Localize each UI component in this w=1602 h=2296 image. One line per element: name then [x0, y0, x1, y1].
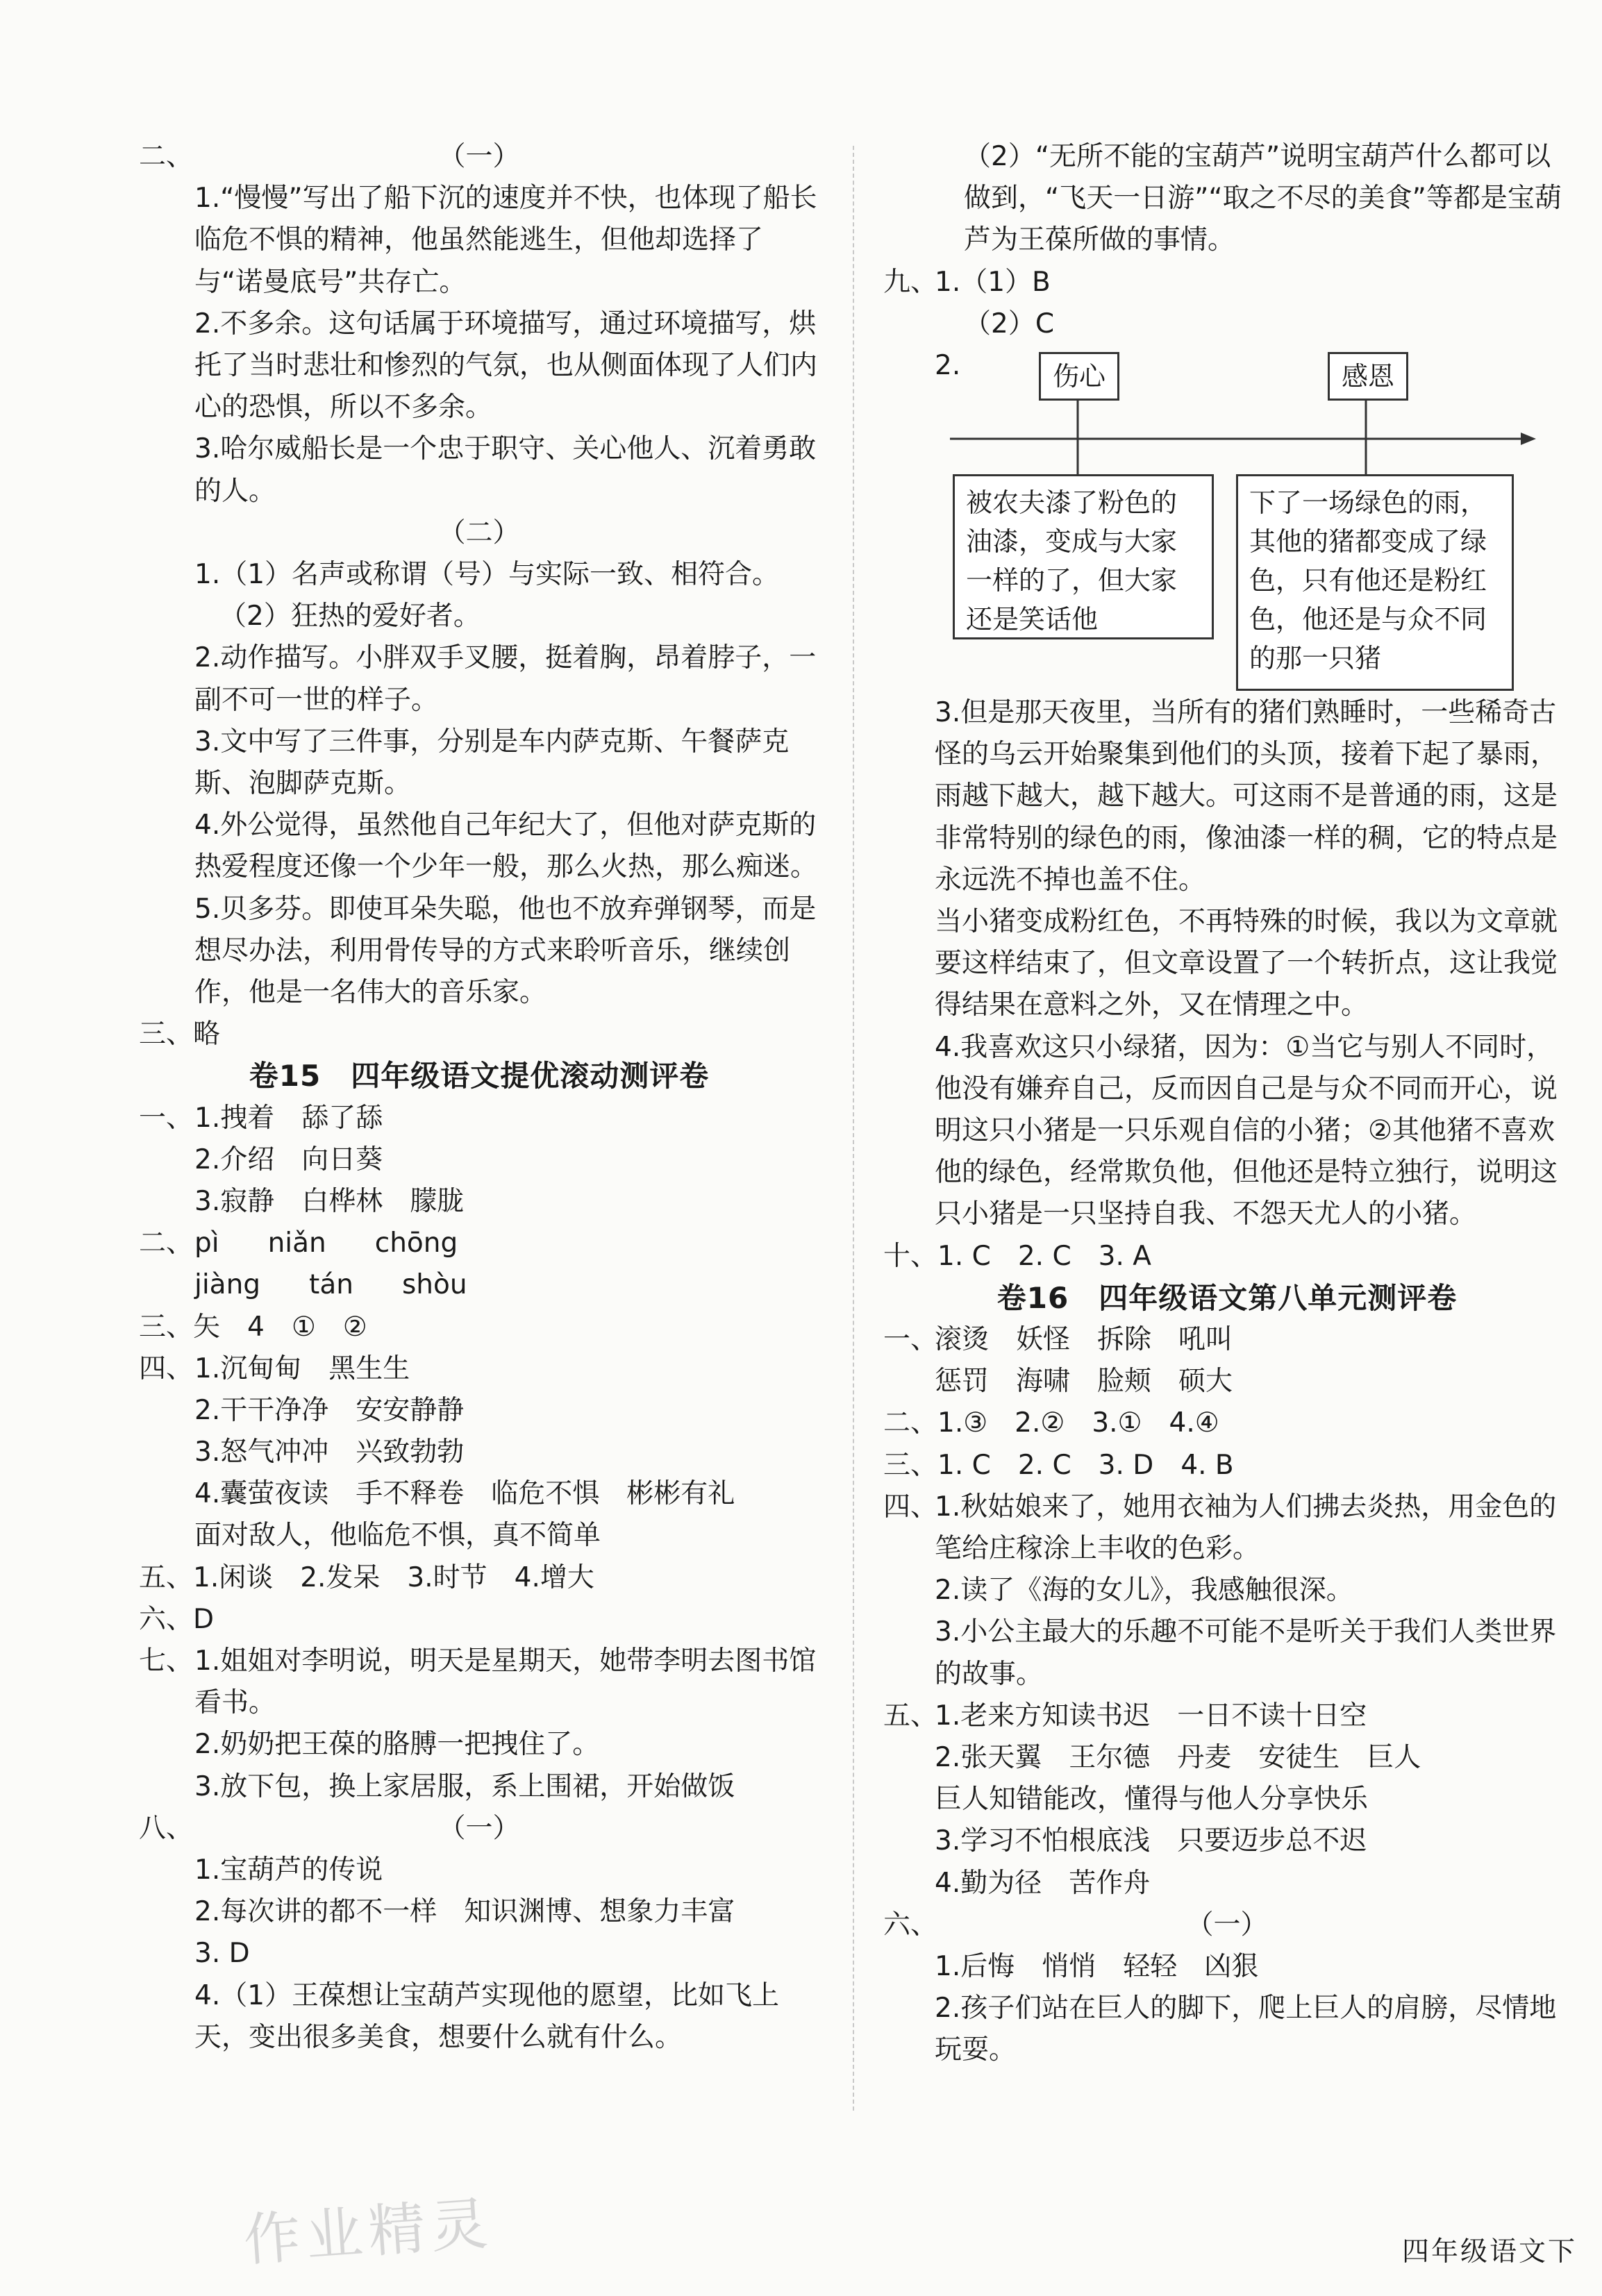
q9-label: 九、 [883, 266, 938, 298]
answer-item: 3.寂静 白桦林 朦胧 [194, 1185, 465, 1217]
answer-item: 巨人知错能改，懂得与他人分享快乐 [935, 1784, 1369, 1816]
answer-item: （2）“无所不能的宝葫芦”说明宝葫芦什么都可以做到，“飞天一日游”“取之不尽的美食”等都是宝葫芦为王葆所做的事情。 [964, 141, 1562, 256]
answer-item: 1.（1）B [935, 266, 1051, 298]
answer-item: 3.哈尔威船长是一个忠于职守、关心他人、沉着勇敢的人。 [194, 433, 817, 507]
answer-item: 2.不多余。这句话属于环境描写，通过环境描写，烘托了当时悲壮和惨烈的气氛，也从侧面体现了人们内心的恐惧，所以不多余。 [194, 308, 818, 424]
q10-line: 十、1. C 2. C 3. A [883, 1240, 1151, 1272]
j16q2-line: 二、1.③ 2.② 3.① 4.④ [883, 1407, 1219, 1439]
q8-part-title: （一） [438, 1812, 520, 1844]
j16q1-line-a [883, 1319, 1571, 1361]
answer-item: 1.“慢慢”写出了船下沉的速度并不快，也体现了船长临危不惧的精神，他虽然能逃生，但他却选择了与“诺曼底号”共存亡。 [194, 183, 817, 298]
answer-item: 2.动作描写。小胖双手叉腰，挺着胸，昂着脖子，一副不可一世的样子。 [194, 642, 817, 716]
answer-item: 1.秋姑娘来了，她用衣袖为人们拂去炎热，用金色的笔给庄稼涂上丰收的色彩。 [935, 1491, 1557, 1564]
s2-header [139, 136, 819, 178]
q4-line-a [139, 1348, 819, 1390]
answer-item: （2）C [964, 308, 1055, 340]
answer-item: 4.囊萤夜读 手不释卷 临危不惧 彬彬有礼 [194, 1478, 735, 1510]
answer-item: 2.干干净净 安安静静 [194, 1394, 465, 1426]
answer-item: 4.外公觉得，虽然他自己年纪大了，但他对萨克斯的热爱程度还像一个少年一般，那么火热，那么痴迷。 [194, 810, 818, 883]
pinyin: tán [309, 1269, 353, 1301]
page-footer: 四年级语文下 [1401, 2236, 1577, 2268]
diagram-box-grateful-event: 下了一场绿色的雨，其他的猪都变成了绿色，只有他还是粉红色，他还是与众不同的那一只猪 [1236, 474, 1514, 691]
story-plot-diagram [883, 345, 1571, 692]
q4-label: 四、 [139, 1352, 194, 1384]
q7-line-a [139, 1641, 819, 1724]
pinyin: shòu [401, 1269, 467, 1301]
answer-item: 滚烫 妖怪 拆除 吼叫 [935, 1324, 1233, 1355]
answer-item: 2.孩子们站在巨人的脚下，爬上巨人的肩膀，尽情地玩耍。 [935, 1993, 1557, 2066]
pinyin: chōng [374, 1227, 458, 1259]
answer-item: 4.（1）王葆想让宝葫芦实现他的愿望，比如飞上天，变出很多美食，想要什么就有什么。 [194, 1979, 780, 2053]
column-divider [853, 146, 854, 2111]
answer-item: 4.我喜欢这只小绿猪，因为：①当它与别人不同时，他没有嫌弃自己，反而因自己是与众不同而开心，说明这只小猪是一只乐观自信的小猪；②其他猪不喜欢他的绿色，经常欺负他，但他还是特立独行，说明这只小猪是一只坚持自我、不怨天尤人的小猪。 [935, 1031, 1558, 1230]
answer-item: 3.怒气冲冲 兴致勃勃 [194, 1436, 465, 1468]
pinyin: niǎn [267, 1227, 326, 1259]
q1-label: 一、 [139, 1102, 194, 1134]
watermark: 作业精灵 [241, 2190, 496, 2274]
answer-item: 3.文中写了三件事，分别是车内萨克斯、午餐萨克斯、泡脚萨克斯。 [194, 726, 790, 799]
answer-number: 2. [935, 349, 961, 381]
right-column [883, 136, 1571, 2071]
q6-line: 六、D [139, 1603, 215, 1635]
pinyin: jiàng [194, 1269, 261, 1301]
j16q6-label: 六、 [883, 1909, 938, 1941]
answer-item: 1.后悔 悄悄 轻轻 凶狠 [935, 1950, 1259, 1982]
q8-header [139, 1808, 819, 1850]
j16q4-label: 四、 [883, 1491, 938, 1523]
left-column [139, 136, 819, 2059]
answer-item: 3.但是那天夜里，当所有的猪们熟睡时，一些稀奇古怪的乌云开始聚集到他们的头顶，接着下起了暴雨，雨越下越大，越下越大。可这雨不是普通的雨，这是非常特别的绿色的雨，像油漆一样的稠，它的特点是永远洗不掉也盖不住。 [935, 696, 1558, 896]
q9-line-a [883, 262, 1571, 303]
answer-item: 1.宝葫芦的传说 [194, 1854, 383, 1886]
answer-item: 当小猪变成粉红色，不再特殊的时候，我以为文章就要这样结束了，但文章设置了一个转折点，这让我觉得结果在意料之外，又在情理之中。 [935, 906, 1558, 1021]
answer-item: 3.小公主最大的乐趣不可能不是听关于我们人类世界的故事。 [935, 1616, 1557, 1690]
answer-item: 1.老来方知读书迟 一日不读十日空 [935, 1700, 1367, 1732]
answer-item: 面对敌人，他临危不惧，真不简单 [194, 1520, 601, 1552]
s2-label: 二、 [139, 141, 194, 172]
diagram-label-sad: 伤心 [1039, 352, 1119, 401]
s2-part2-title: （二） [438, 517, 520, 548]
answer-item: 1.拽着 舔了舔 [194, 1102, 383, 1134]
answer-item: 1.（1）名声或称谓（号）与实际一致、相符合。 [194, 559, 780, 590]
juan15-title: 卷15 四年级语文提优滚动测评卷 [249, 1059, 710, 1093]
pinyin: pì [194, 1227, 219, 1259]
juan16-title: 卷16 四年级语文第八单元测评卷 [996, 1280, 1458, 1315]
q7-label: 七、 [139, 1645, 194, 1677]
answer-item: 5.贝多芬。即使耳朵失聪，他也不放弃弹钢琴，而是想尽办法，利用骨传导的方式来聆听音乐，继续创作，他是一名伟大的音乐家。 [194, 893, 817, 1008]
s3-line: 三、略 [139, 1019, 221, 1050]
diagram-label-grateful: 感恩 [1328, 352, 1408, 401]
diagram-box-sad-event: 被农夫漆了粉色的油漆，变成与大家一样的了，但大家还是笑话他 [953, 474, 1214, 639]
j16q5-line-a [883, 1695, 1571, 1737]
q2-label: 二、 [139, 1227, 194, 1259]
answer-item: 2.奶奶把王葆的胳膊一把拽住了。 [194, 1729, 600, 1761]
q8-label: 八、 [139, 1812, 194, 1844]
j16q3-line: 三、1. C 2. C 3. D 4. B [883, 1449, 1234, 1481]
answer-item: 2.介绍 向日葵 [194, 1143, 383, 1175]
answer-item: 3. D [194, 1938, 250, 1970]
answer-item: 4.勤为径 苦作舟 [935, 1867, 1151, 1899]
s2-part1-title: （一） [438, 141, 520, 172]
j16q6-part-title: （一） [1186, 1909, 1268, 1941]
q5-line: 五、1.闲谈 2.发呆 3.时节 4.增大 [139, 1561, 594, 1593]
j16q1-label: 一、 [883, 1324, 938, 1355]
q1-line-a [139, 1098, 819, 1139]
answer-item: 1.沉甸甸 黑生生 [194, 1352, 410, 1384]
q3-line: 三、矢 4 ① ② [139, 1311, 367, 1343]
answer-item: 2.每次讲的都不一样 知识渊博、想象力丰富 [194, 1896, 735, 1928]
q2-pinyin-row2 [139, 1264, 819, 1306]
j16q6-header [883, 1904, 1571, 1946]
j16q5-label: 五、 [883, 1700, 938, 1732]
answer-item: （2）狂热的爱好者。 [219, 601, 481, 632]
q2-pinyin-row1 [139, 1223, 819, 1264]
answer-item: 惩罚 海啸 脸颊 硕大 [935, 1366, 1233, 1398]
answer-item: 2.张天翼 王尔德 丹麦 安徒生 巨人 [935, 1741, 1421, 1773]
answer-item: 3.放下包，换上家居服，系上围裙，开始做饭 [194, 1770, 735, 1802]
j16q4-line-a [883, 1486, 1571, 1570]
answer-item: 3.学习不怕根底浅 只要迈步总不迟 [935, 1825, 1367, 1857]
pinyin-group [139, 1227, 506, 1259]
answer-item: 2.读了《海的女儿》，我感触很深。 [935, 1575, 1353, 1607]
answer-item: 1.姐姐对李明说，明天是星期天，她带李明去图书馆看书。 [194, 1645, 817, 1719]
